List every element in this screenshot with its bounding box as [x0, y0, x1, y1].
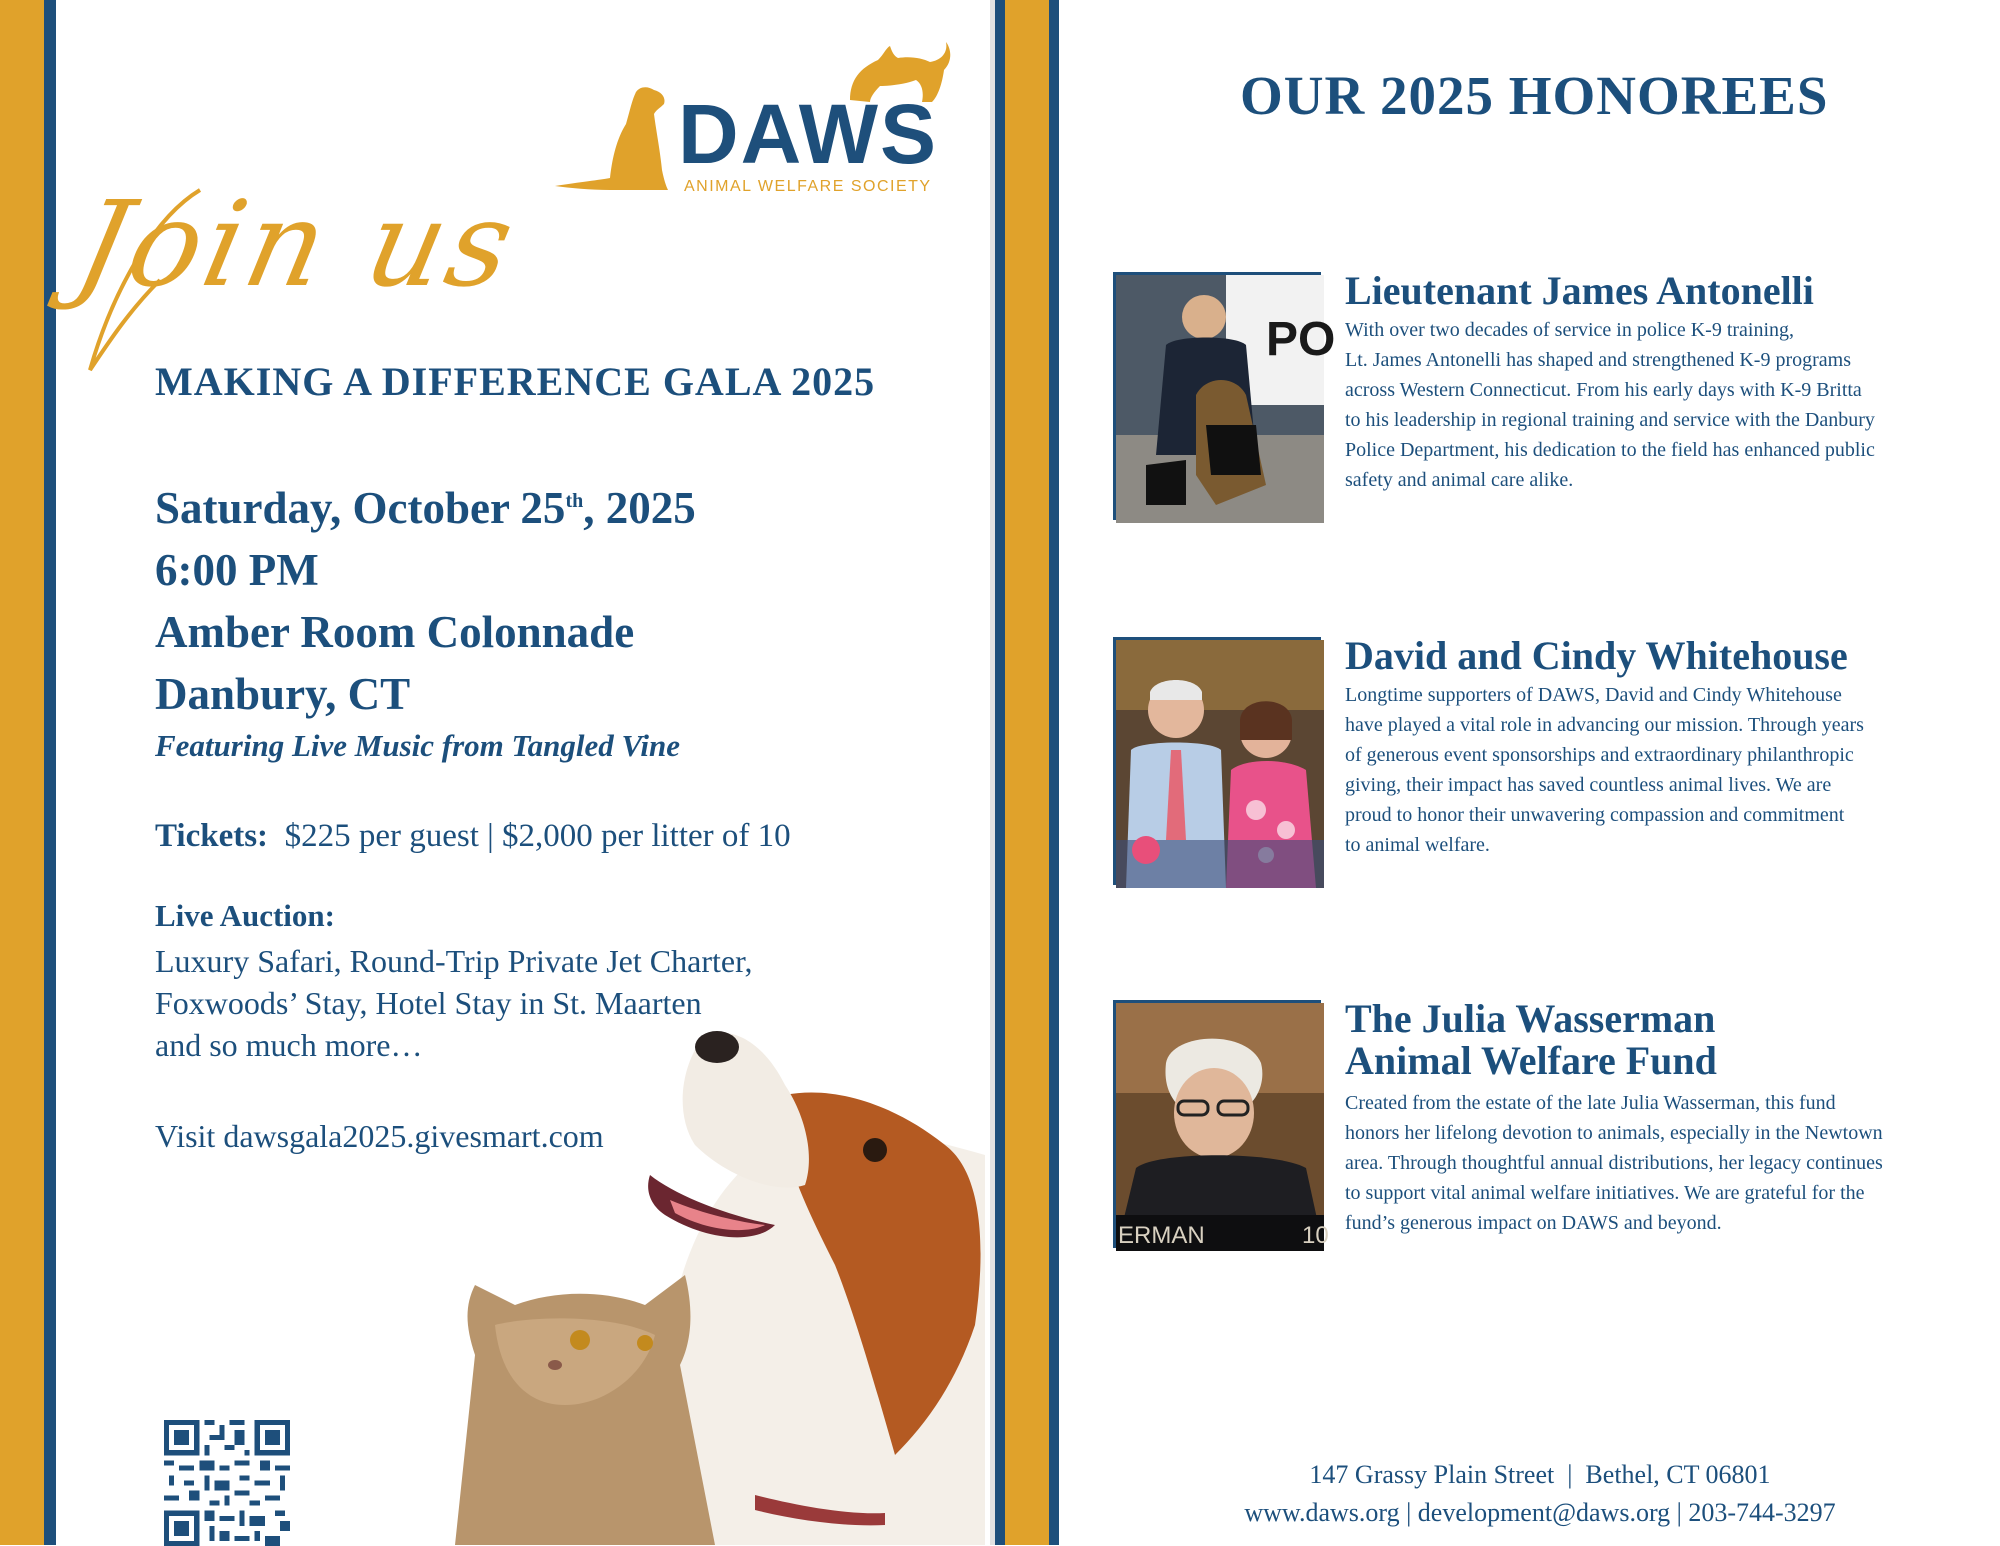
logo-subtitle: ANIMAL WELFARE SOCIETY: [684, 178, 932, 195]
event-time: 6:00 PM: [155, 545, 319, 595]
bio-line: across Western Connecticut. From his early days with K-9 Britta: [1345, 379, 1862, 401]
right-gold-border: [1005, 0, 1049, 1545]
cat-eye-icon: [637, 1335, 653, 1351]
tickets-label: Tickets:: [155, 818, 269, 854]
join-us-script: Join us: [65, 175, 529, 313]
daws-logo: [550, 40, 970, 200]
bio-line: area. Through thoughtful annual distributions, her legacy continues: [1345, 1152, 1883, 1174]
honoree-bio: [1345, 1088, 1883, 1238]
footer-address: 147 Grassy Plain Street | Bethel, CT 06801: [1309, 1460, 1771, 1489]
dog-nose-icon: [695, 1031, 739, 1063]
honorees-title: OUR 2025 HONOREES: [1240, 65, 1829, 126]
cat-eye-icon: [570, 1330, 590, 1350]
honoree-name-line: The Julia Wasserman: [1345, 996, 1716, 1041]
auction-line: Foxwoods’ Stay, Hotel Stay in St. Maarten: [155, 985, 702, 1021]
photo-police-text: PO: [1266, 313, 1336, 366]
bio-line: to support vital animal welfare initiatives. We are grateful for the: [1345, 1182, 1865, 1204]
date-suffix: th: [565, 490, 584, 512]
bio-line: With over two decades of service in police K-9 training,: [1345, 319, 1795, 341]
honoree-name: Lieutenant James Antonelli: [1345, 268, 1814, 313]
bio-line: proud to honor their unwavering compassion and commitment: [1345, 804, 1845, 826]
qr-code-icon[interactable]: [164, 1420, 290, 1546]
honoree-name: [1345, 998, 1717, 1082]
honoree-bio: [1345, 315, 1875, 495]
footer-contact: [1100, 1456, 1980, 1532]
cat-nose-icon: [548, 1360, 562, 1370]
bio-line: to his leadership in regional training and service with the Danbury: [1345, 409, 1875, 431]
left-navy-border: [44, 0, 56, 1545]
bio-line: Lt. James Antonelli has shaped and strengthened K-9 programs: [1345, 349, 1851, 371]
date-year: , 2025: [583, 483, 696, 533]
bio-line: Police Department, his dedication to the field has enhanced public: [1345, 439, 1875, 461]
footer-links[interactable]: www.daws.org | development@daws.org | 203-744-3297: [1244, 1498, 1836, 1527]
gala-title: MAKING A DIFFERENCE GALA 2025: [155, 359, 876, 404]
bio-line: Longtime supporters of DAWS, David and Cindy Whitehouse: [1345, 684, 1842, 706]
bio-line: have played a vital role in advancing our mission. Through years: [1345, 714, 1864, 736]
bio-line: safety and animal care alike.: [1345, 469, 1574, 491]
bio-line: to animal welfare.: [1345, 834, 1490, 856]
dog-and-cat-photo: [455, 1025, 985, 1545]
dog-eye-icon: [863, 1138, 887, 1162]
auction-line: and so much more…: [155, 1027, 423, 1063]
auction-line: Luxury Safari, Round-Trip Private Jet Charter,: [155, 943, 753, 979]
photo-nameplate-text: ERMAN: [1118, 1222, 1205, 1249]
honoree-photo-wasserman: [1113, 1000, 1329, 1249]
right-navy-border: [995, 0, 1005, 1545]
bio-line: Created from the estate of the late Julia Wasserman, this fund: [1345, 1092, 1836, 1114]
bio-line: honors her lifelong devotion to animals, especially in the Newtown: [1345, 1122, 1883, 1144]
honoree-name-line: Animal Welfare Fund: [1345, 1038, 1717, 1083]
right-navy-border-outer: [1049, 0, 1059, 1545]
event-details: [155, 470, 696, 725]
honoree-bio: [1345, 680, 1864, 860]
visit-link[interactable]: Visit dawsgala2025.givesmart.com: [155, 1118, 604, 1154]
bio-line: fund’s generous impact on DAWS and beyond.: [1345, 1212, 1722, 1234]
event-city: Danbury, CT: [155, 669, 411, 719]
featuring-text: Featuring Live Music from Tangled Vine: [155, 728, 681, 763]
tickets-value: $225 per guest | $2,000 per litter of 10: [284, 818, 791, 854]
honoree-photo-whitehouse: [1113, 637, 1321, 885]
logo-brand: DAWS: [678, 87, 938, 181]
date-main: Saturday, October 25: [155, 483, 566, 533]
honoree-photo-antonelli: [1113, 272, 1336, 520]
page-divider: [990, 0, 995, 1545]
honoree-name: David and Cindy Whitehouse: [1345, 633, 1848, 678]
bio-line: giving, their impact has saved countless animal lives. We are: [1345, 774, 1832, 796]
left-gold-border: [0, 0, 44, 1545]
auction-label: Live Auction:: [155, 898, 335, 933]
bio-line: of generous event sponsorships and extraordinary philanthropic: [1345, 744, 1854, 766]
tickets-line: [155, 818, 791, 855]
event-date: [155, 470, 696, 539]
photo-nameplate-number: 10: [1302, 1222, 1329, 1249]
event-venue: Amber Room Colonnade: [155, 607, 635, 657]
